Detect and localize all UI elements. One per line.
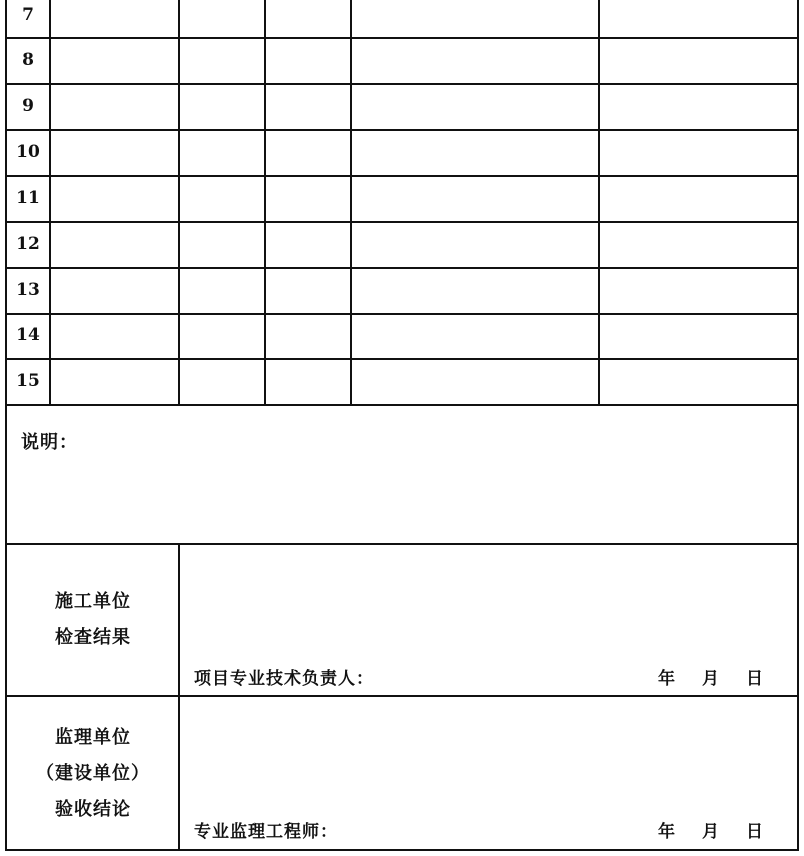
supervision-title-line2: （建设单位） — [36, 763, 150, 784]
construction-title-line2: 检查结果 — [55, 627, 131, 648]
construction-signature-label: 项目专业技术负责人： — [194, 669, 374, 689]
row-number: 10 — [16, 142, 40, 162]
construction-bottom-line — [7, 695, 797, 697]
row-line — [7, 221, 797, 223]
construction-date-month: 月 — [702, 669, 719, 689]
supervision-signature-label: 专业监理工程师： — [194, 822, 338, 842]
construction-unit-title — [7, 584, 179, 656]
row-line — [7, 267, 797, 269]
row-line — [7, 83, 797, 85]
supervision-title-line3: 验收结论 — [55, 799, 131, 820]
column-divider-2 — [178, 0, 180, 404]
notes-bottom-line — [7, 543, 797, 545]
supervision-unit-title — [7, 720, 179, 828]
row-number: 13 — [16, 280, 40, 300]
construction-date-year: 年 — [658, 669, 675, 689]
row-line — [7, 175, 797, 177]
inspection-form — [5, 0, 799, 851]
row-number: 12 — [16, 234, 40, 254]
column-divider-3 — [264, 0, 266, 404]
row-number: 11 — [16, 188, 40, 208]
column-divider-1 — [49, 0, 51, 404]
notes-label: 说明： — [21, 432, 78, 453]
row-line — [7, 37, 797, 39]
row-number: 8 — [22, 50, 34, 70]
column-divider-4 — [350, 0, 352, 404]
table-bottom-line — [7, 404, 797, 406]
construction-date-day: 日 — [746, 669, 763, 689]
row-number: 7 — [22, 5, 34, 25]
supervision-date-month: 月 — [702, 822, 719, 842]
supervision-date-day: 日 — [746, 822, 763, 842]
row-number: 15 — [16, 371, 40, 391]
construction-title-line1: 施工单位 — [55, 591, 131, 612]
row-number: 9 — [22, 96, 34, 116]
row-line — [7, 313, 797, 315]
column-divider-5 — [598, 0, 600, 404]
row-line — [7, 358, 797, 360]
supervision-date-year: 年 — [658, 822, 675, 842]
row-number: 14 — [16, 325, 40, 345]
supervision-title-line1: 监理单位 — [55, 727, 131, 748]
row-line — [7, 129, 797, 131]
